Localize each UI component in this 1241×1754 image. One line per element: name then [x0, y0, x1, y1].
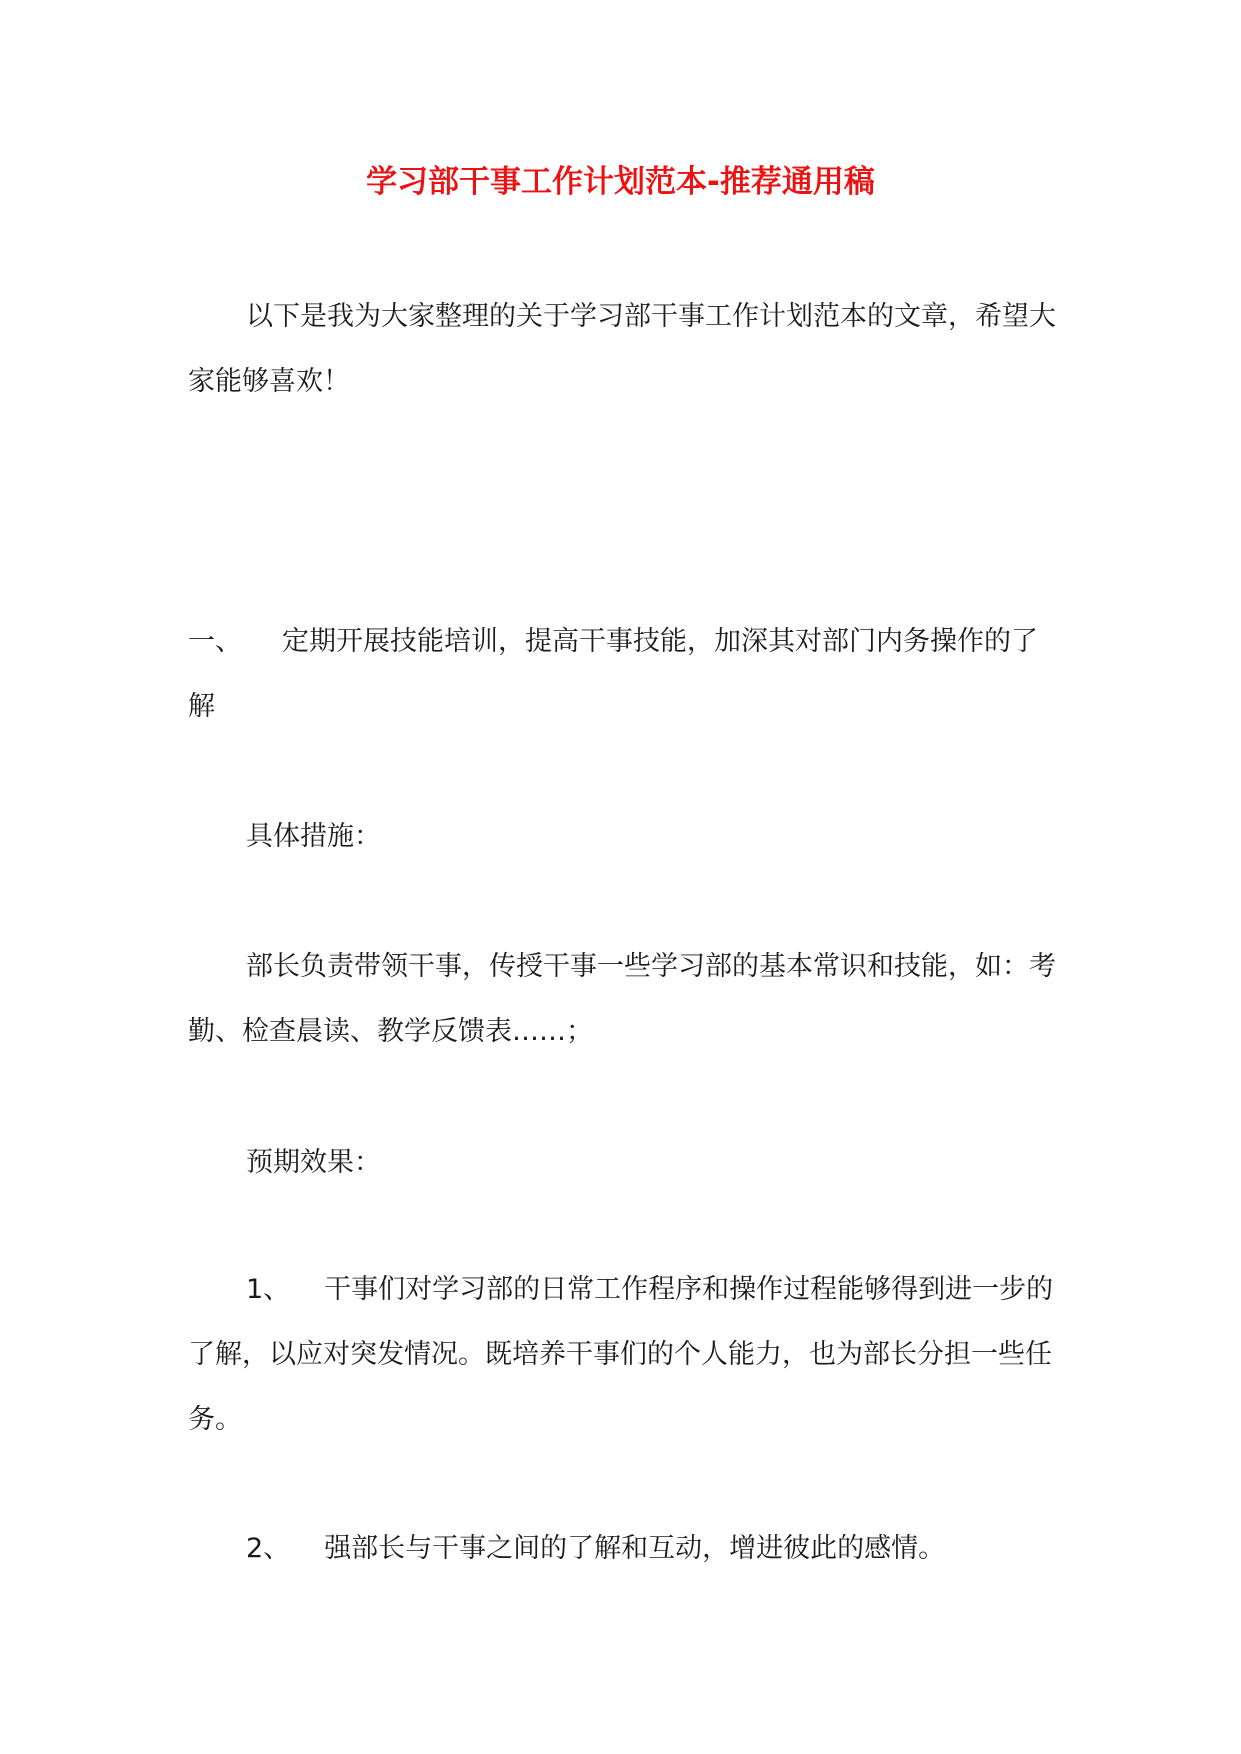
document-title: 学习部干事工作计划范本-推荐通用稿: [366, 164, 875, 200]
intro-paragraph: 以下是我为大家整理的关于学习部干事工作计划范本的文章，希望大家能够喜欢！: [188, 301, 1056, 397]
section-1-number: 一、: [188, 626, 242, 657]
section-1-heading-text: 定期开展技能培训，提高干事技能，加深其对部门内务操作的了解: [188, 626, 1038, 722]
effect-item-1-number: 1、: [246, 1274, 291, 1305]
effect-item-2-text: 强部长与干事之间的了解和互动，增进彼此的感情。: [324, 1533, 946, 1564]
effect-item-2-number: 2、: [246, 1533, 291, 1564]
effect-label: 预期效果：: [246, 1147, 381, 1178]
effect-item-2: [188, 1516, 1058, 1581]
measures-label: 具体措施：: [246, 821, 381, 852]
measures-content: 部长负责带领干事，传授干事一些学习部的基本常识和技能，如：考勤、检查晨读、教学反馈表……；: [188, 951, 1056, 1047]
section-1-heading: [188, 609, 1058, 739]
effect-item-1-text: 干事们对学习部的日常工作程序和操作过程能够得到进一步的了解，以应对突发情况。既培养干事们的个人能力，也为部长分担一些任务。: [188, 1274, 1054, 1435]
effect-item-1: [188, 1257, 1058, 1452]
